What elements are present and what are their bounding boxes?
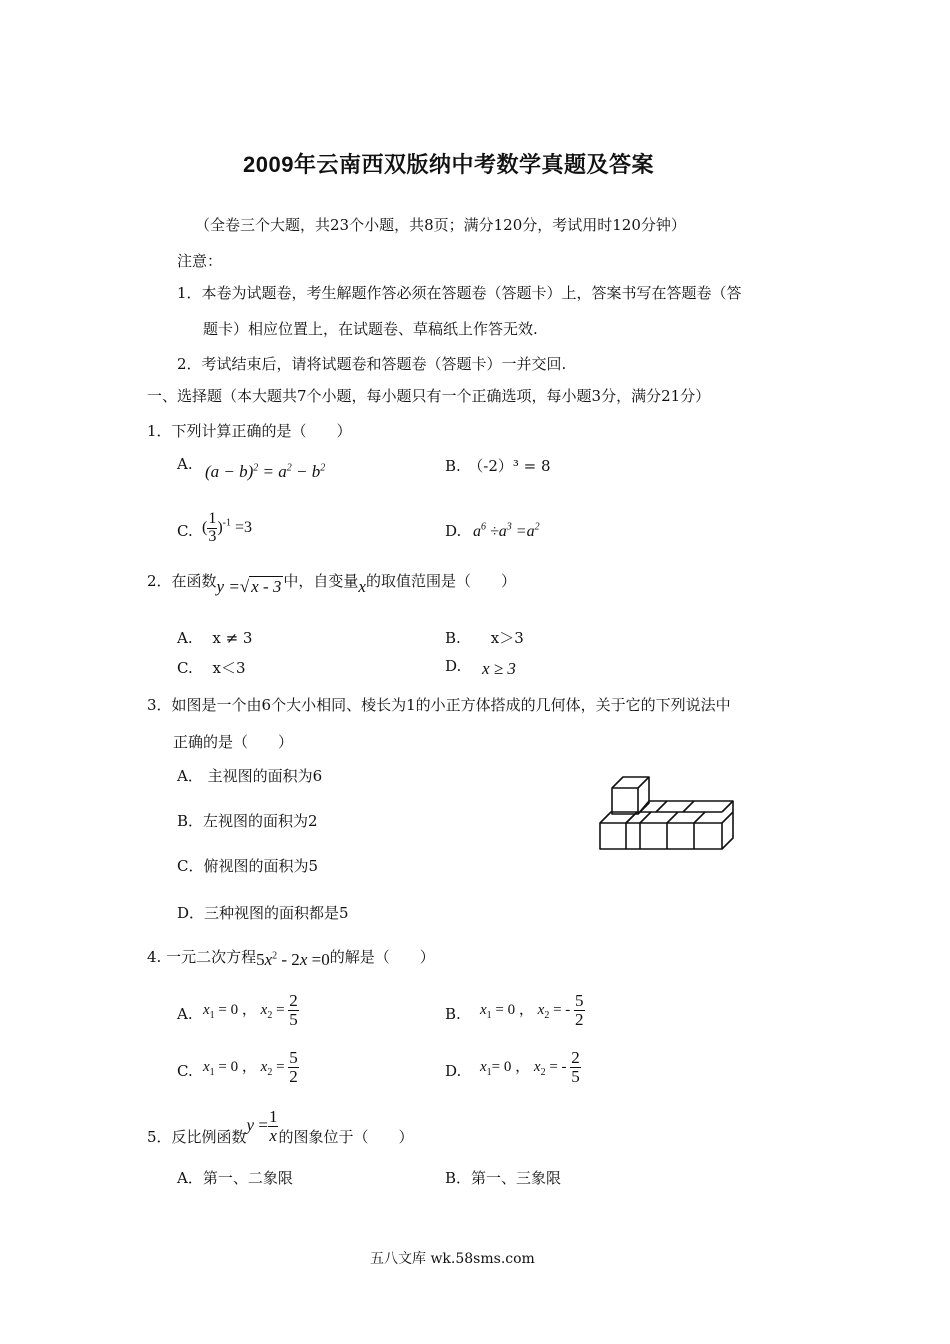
- cube-row-right-side: [722, 801, 733, 849]
- section-1-heading: 一、选择题（本大题共7个小题，每小题只有一个正确选项，每小题3分，满分21分）: [147, 387, 711, 405]
- notes-heading: 注意：: [177, 252, 223, 270]
- q3-option-b: B．左视图的面积为2: [177, 812, 318, 830]
- q1-option-c-tail: =3: [235, 518, 253, 536]
- q2-stem-pre: 2．在函数: [147, 572, 217, 590]
- q4-option-c-label: C.: [177, 1062, 193, 1080]
- q3-option-c: C．俯视图的面积为5: [177, 857, 319, 875]
- q1-option-c-label: C.: [177, 522, 193, 540]
- cube-row-dividers: [640, 823, 694, 849]
- q4-stem-pre: 4. 一元二次方程: [147, 948, 257, 966]
- note-2: 2．考试结束后，请将试题卷和答题卷（答题卡）一并交回.: [177, 355, 567, 373]
- q4-option-a-label: A.: [177, 1005, 193, 1023]
- q3-option-d: D．三种视图的面积都是5: [177, 904, 349, 922]
- q2-option-c: C. x＜3: [177, 659, 246, 677]
- q2-stem-mid: 中，自变量: [283, 572, 359, 590]
- q4-b-denominator: 2: [575, 1009, 584, 1029]
- q4-option-c-formula: $x_1 = 0$ ， $x_2$ = $\frac{5}{2}$: [203, 1048, 298, 1086]
- q5-stem-post: 的图象位于（ ）: [278, 1128, 414, 1147]
- q3-option-a: A． 主视图的面积为6: [177, 767, 323, 785]
- q4-option-d-label: D.: [445, 1062, 462, 1080]
- q1-option-b: B. （-2）³ = 8: [445, 457, 551, 475]
- q4-option-a-formula: $x_1 = 0$ ， $x_2$ = $\frac{2}{5}$: [203, 991, 298, 1029]
- q4-d-denominator: 5: [571, 1066, 580, 1086]
- q2-variable: x: [358, 577, 366, 596]
- q5-function-formula: y = $\frac{1}{x}$: [246, 1107, 278, 1145]
- q4-option-d-formula: $x_1= 0$ ， $x_2$ = - $\frac{2}{5}$: [480, 1048, 580, 1086]
- q4-c-denominator: 2: [289, 1066, 298, 1086]
- q1-stem: 1．下列计算正确的是（ ）: [147, 422, 352, 440]
- q2-function-formula: y =√ x - 3: [216, 577, 282, 596]
- q4-d-numerator: 2: [571, 1048, 580, 1067]
- q1-option-c-formula: ( $\frac{1}{3}$ )$^{-1}$ =3: [202, 510, 253, 545]
- q5-stem-pre: 5．反比例函数: [147, 1128, 247, 1147]
- cube-figure: [590, 770, 750, 860]
- note-1-line-2: 题卡）相应位置上，在试题卷、草稿纸上作答无效.: [203, 320, 538, 338]
- q1-option-a-formula: $(a - b)^2 = a^2 - b^2$: [205, 462, 326, 481]
- cube-row-front: [600, 823, 626, 849]
- page-title: 2009年云南西双版纳中考数学真题及答案: [243, 152, 654, 177]
- q2-stem-post: 的取值范围是（ ）: [365, 572, 516, 590]
- footer-watermark: 五八文库 wk.58sms.com: [370, 1251, 535, 1267]
- q4-a-numerator: 2: [289, 991, 298, 1010]
- q4-a-denominator: 5: [289, 1009, 298, 1029]
- cube-row-inner: [626, 812, 733, 823]
- q4-equation: $5x^2 - 2x =0$: [256, 950, 330, 969]
- cube-top-top: [612, 777, 649, 788]
- q2-option-d-formula: x ≥ 3: [482, 659, 516, 678]
- q4-stem-post: 的解是（ ）: [329, 948, 435, 966]
- q2-option-b: B. x＞3: [445, 629, 524, 647]
- q4-option-b-formula: $x_1 = 0$ ， $x_2$ = - $\frac{5}{2}$: [480, 991, 584, 1029]
- q4-c-numerator: 5: [289, 1048, 298, 1067]
- q5-option-b: B．第一、三象限: [445, 1169, 562, 1187]
- q3-stem-line-2: 正确的是（ ）: [173, 733, 294, 751]
- q2-stem: [147, 570, 516, 596]
- exam-info: （全卷三个大题，共23个小题，共8页；满分120分，考试用时120分钟）: [195, 216, 686, 234]
- q4-b-numerator: 5: [575, 991, 584, 1010]
- q1-option-d-label: D.: [445, 522, 462, 540]
- q1-option-a-label: A.: [177, 455, 193, 473]
- q5-stem: [147, 1108, 413, 1145]
- note-1-line-1: 1．本卷为试题卷，考生解题作答必须在答题卷（答题卡）上，答案书写在答题卷（答: [177, 284, 742, 302]
- q4-stem: [147, 946, 435, 967]
- q2-option-a: A. x ≠ 3: [177, 629, 253, 647]
- q4-option-b-label: B.: [445, 1005, 461, 1023]
- q5-option-a: A．第一、二象限: [177, 1169, 293, 1187]
- q1-option-d-formula: $a^6 \div a^3 =a^2$: [473, 521, 540, 540]
- q3-stem-line-1: 3．如图是一个由6个大小相同、棱长为1的小正方体搭成的几何体，关于它的下列说法中: [147, 696, 731, 714]
- q2-option-d-label: D.: [445, 657, 462, 675]
- cube-top-front: [612, 788, 638, 814]
